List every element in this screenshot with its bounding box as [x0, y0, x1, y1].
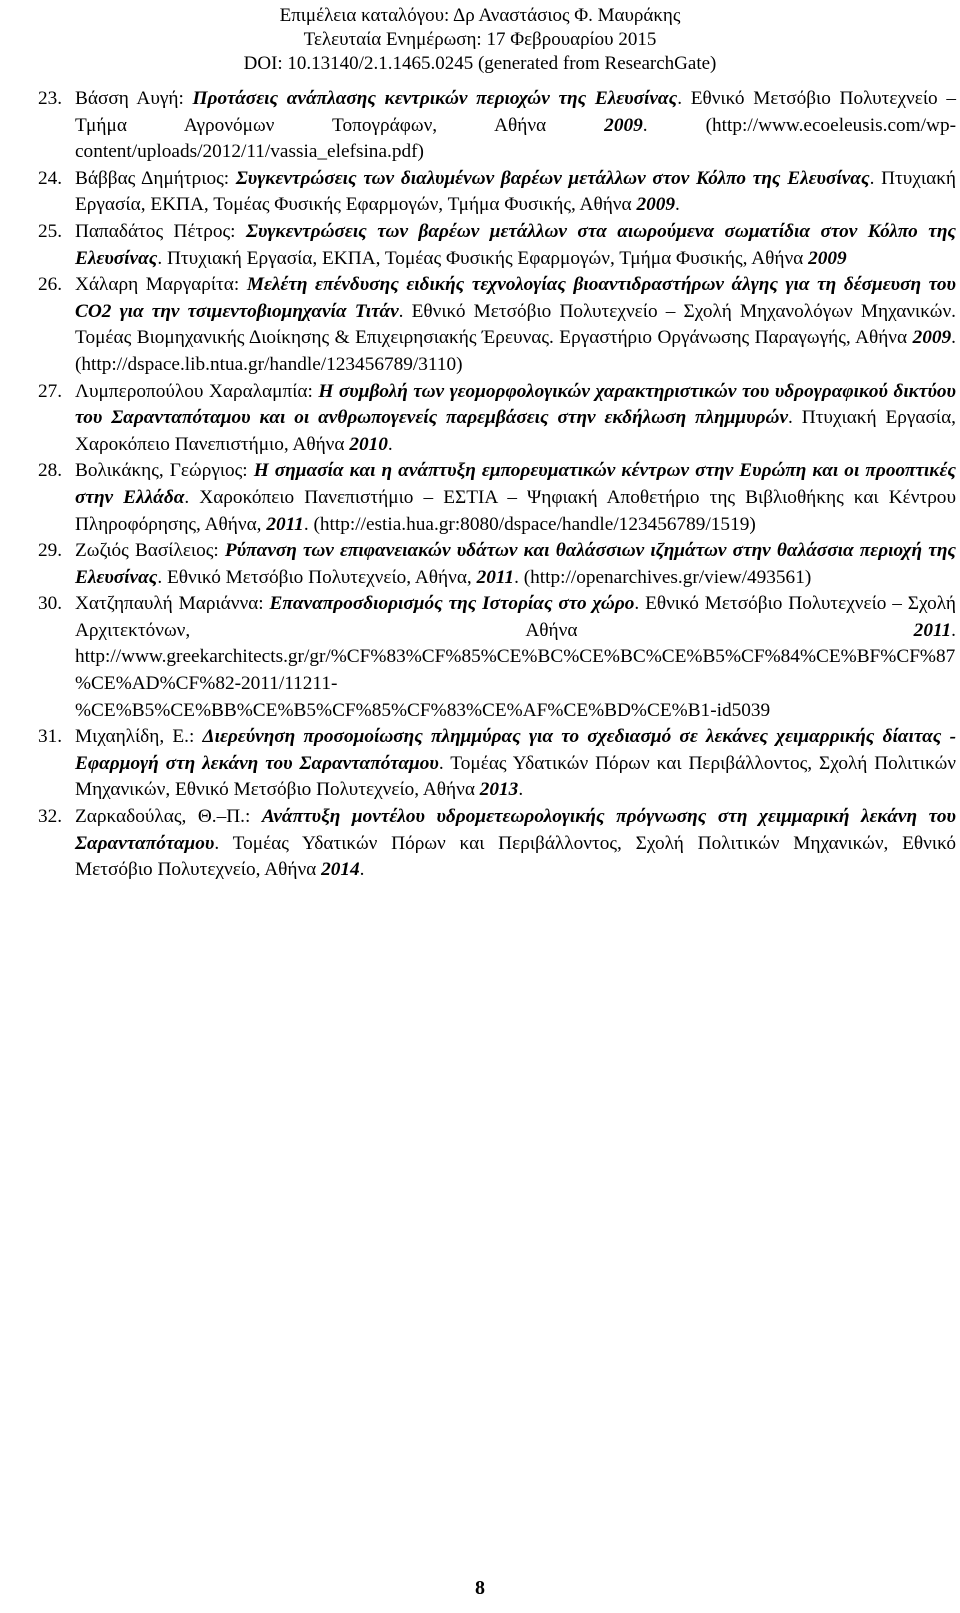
reference-body — [75, 219, 956, 272]
reference-tail: . (http://www.ecoeleusis.com/wp-content/uploads/2012/11/vassia_elefsina.pdf) — [75, 114, 957, 163]
reference-number: 28. — [38, 460, 63, 482]
reference-title: Προτάσεις ανάπλασης κεντρικών περιοχών της Ελευσίνας — [192, 88, 678, 109]
reference-tail: . (http://openarchives.gr/view/493561) — [514, 566, 812, 588]
reference-year: 2009 — [604, 114, 643, 136]
reference-number: 27. — [38, 380, 63, 402]
reference-number: 31. — [38, 726, 63, 748]
reference-author: Βολικάκης, Γεώργιος: — [75, 460, 254, 482]
reference-number: 30. — [38, 593, 63, 615]
reference-year: 2009 — [912, 327, 952, 349]
reference-year: 2011 — [266, 513, 304, 535]
reference-body — [75, 272, 956, 378]
reference-details: . Εθνικό Μετσόβιο Πολυτεχνείο – Σχολή Μηχανολόγων Μηχανικών. Τομέας Βιομηχανικής Διοίκησης & Επιχειρησιακής Έρευνας. Εργαστήριο Οργάνωσης Παραγωγής, Αθήνα — [75, 300, 956, 349]
reference-title: Διερεύνηση προσομοίωσης πλημμύρας για το σχεδιασμό σε λεκάνες χειμαρρικής δίαιτας - Εφαρμογή στη λεκάνη του Σαρανταπόταμου — [75, 726, 956, 774]
reference-author: Παπαδάτος Πέτρος: — [75, 220, 246, 242]
reference-details: . Πτυχιακή Εργασία, ΕΚΠΑ, Τομέας Φυσικής Εφαρμογών, Τμήμα Φυσικής, Αθήνα — [157, 247, 809, 269]
reference-title: Η σημασία και η ανάπτυξη εμπορευματικών κέντρων στην Ευρώπη και οι προοπτικές στην Ελλάδα — [75, 460, 956, 508]
reference-tail: . — [387, 433, 393, 455]
reference-author: Λυμπεροπούλου Χαραλαμπία: — [75, 380, 319, 402]
reference-details: . Πτυχιακή Εργασία, ΕΚΠΑ, Τομέας Φυσικής Εφαρμογών, Τμήμα Φυσικής, Αθήνα — [75, 167, 956, 216]
reference-body — [75, 379, 956, 459]
reference-body — [75, 724, 956, 804]
reference-details: . Τομέας Υδατικών Πόρων και Περιβάλλοντος, Σχολή Πολιτικών Μηχανικών, Εθνικό Μετσόβιο Πολυτεχνείο, Αθήνα — [75, 752, 956, 801]
reference-details: . Πτυχιακή Εργασία, Χαροκόπειο Πανεπιστήμιο, Αθήνα — [75, 407, 956, 455]
reference-title: Συγκεντρώσεις των βαρέων μετάλλων στα αιωρούμενα σωματίδια στον Κόλπο της Ελευσίνας — [75, 220, 956, 269]
reference-details: . Χαροκόπειο Πανεπιστήμιο – ΕΣΤΙΑ – Ψηφιακή Αποθετήριο της Βιβλιοθήκης και Κέντρου Πληροφόρησης, Αθήνα, — [75, 486, 956, 535]
reference-tail: . — [359, 859, 365, 881]
reference-year: 2011 — [476, 566, 515, 588]
reference-author: Χατζηπαυλή Μαριάννα: — [75, 593, 270, 615]
reference-title: Επαναπροσδιορισμός της Ιστορίας στο χώρο — [269, 593, 635, 615]
reference-item-30 — [38, 591, 956, 724]
reference-year: 2013 — [479, 779, 519, 801]
reference-body — [75, 86, 956, 166]
reference-number: 23. — [38, 88, 63, 109]
reference-body — [75, 804, 956, 884]
reference-tail: . — [675, 194, 680, 216]
reference-year: 2014 — [321, 859, 360, 881]
reference-body — [75, 166, 956, 219]
reference-number: 25. — [38, 220, 63, 242]
header-update-line: Τελευταία Ενημέρωση: 17 Φεβρουαρίου 2015 — [303, 29, 657, 50]
reference-item-32 — [38, 804, 956, 884]
reference-body — [75, 538, 956, 591]
reference-item-25 — [38, 219, 956, 272]
page-number: 8 — [475, 1577, 485, 1599]
reference-year: 2011 — [913, 619, 952, 641]
reference-body — [75, 458, 956, 538]
reference-list — [38, 86, 956, 884]
reference-item-27 — [38, 379, 956, 459]
reference-year: 2009 — [636, 194, 675, 216]
reference-number: 24. — [38, 167, 63, 189]
reference-number: 29. — [38, 540, 63, 562]
reference-number: 26. — [38, 274, 63, 296]
reference-author: Χάλαρη Μαργαρίτα: — [75, 274, 247, 296]
reference-details: . Εθνικό Μετσόβιο Πολυτεχνείο – Σχολή Αρχιτεκτόνων, Αθήνα — [75, 593, 956, 641]
reference-title: Ρύπανση των επιφανειακών υδάτων και θαλάσσιων ιζημάτων στην θαλάσσια περιοχή της Ελευσίνας — [75, 540, 956, 588]
reference-tail: . http://www.greekarchitects.gr/gr/%CF%83%CF%85%CE%BC%CE%BC%CE%B5%CF%84%CE%BF%CF%87%CE%AD%CF%82-2011/11211-%CE%B5%CE%BB%CE%B5%CF%85%CF%83%CE%AF%CE%BD%CE%B1-id5039 — [75, 619, 956, 721]
reference-tail: . (http://estia.hua.gr:8080/dspace/handle/123456789/1519) — [303, 513, 756, 535]
reference-item-28 — [38, 458, 956, 538]
reference-tail: . (http://dspace.lib.ntua.gr/handle/123456789/3110) — [75, 327, 956, 375]
reference-details: . Εθνικό Μετσόβιο Πολυτεχνείο, Αθήνα, — [157, 566, 477, 588]
reference-year: 2009 — [808, 247, 847, 269]
header-doi-line: DOI: 10.13140/2.1.1465.0245 (generated from ResearchGate) — [243, 53, 717, 74]
page-header — [0, 4, 960, 76]
reference-body — [75, 591, 956, 724]
reference-title: Συγκεντρώσεις των διαλυμένων βαρέων μετάλλων στον Κόλπο της Ελευσίνας — [235, 167, 870, 189]
reference-item-24 — [38, 166, 956, 219]
reference-title: Ανάπτυξη μοντέλου υδρομετεωρολογικής πρόγνωσης στη χειμμαρική λεκάνη του Σαρανταπόταμου — [75, 806, 956, 854]
reference-details: . Εθνικό Μετσόβιο Πολυτεχνείο – Τμήμα Αγρονόμων Τοπογράφων, Αθήνα — [75, 88, 957, 136]
reference-item-23 — [38, 86, 956, 166]
reference-author: Βάββας Δημήτριος: — [75, 167, 236, 189]
reference-author: Ζωζιός Βασίλειος: — [75, 540, 225, 562]
reference-author: Ζαρκαδούλας, Θ.–Π.: — [75, 806, 262, 828]
reference-number: 32. — [38, 806, 63, 828]
header-editor-line: Επιμέλεια καταλόγου: Δρ Αναστάσιος Φ. Μαυράκης — [279, 5, 681, 26]
reference-tail: . — [518, 779, 524, 801]
reference-author: Βάσση Αυγή: — [75, 88, 193, 109]
reference-item-29 — [38, 538, 956, 591]
reference-details: . Τομέας Υδατικών Πόρων και Περιβάλλοντος, Σχολή Πολιτικών Μηχανικών, Εθνικό Μετσόβιο Πολυτεχνείο, Αθήνα — [75, 832, 956, 881]
reference-item-26 — [38, 272, 956, 378]
reference-title: Μελέτη επένδυσης ειδικής τεχνολογίας βιοαντιδραστήρων άλγης για τη δέσμευση του CO2 για την τσιμεντοβιομηχανία Τιτάν — [75, 274, 956, 322]
reference-item-31 — [38, 724, 956, 804]
reference-title: Η συμβολή των γεομορφολογικών χαρακτηριστικών του υδρογραφικού δικτύου του Σαρανταπόταμου και οι ανθρωπογενείς παρεμβάσεις στην εκδήλωση πλημμυρών — [75, 380, 956, 429]
reference-author: Μιχαηλίδη, Ε.: — [75, 726, 203, 748]
reference-year: 2010 — [349, 433, 388, 455]
